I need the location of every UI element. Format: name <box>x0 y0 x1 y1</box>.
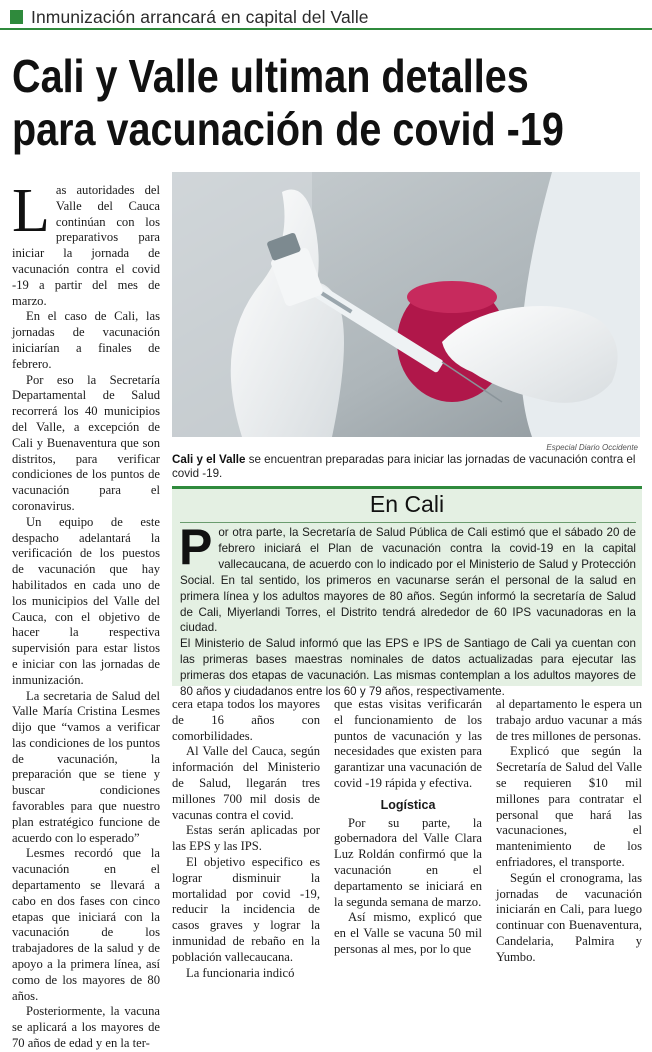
drop-cap: L <box>12 177 50 245</box>
box-title: En Cali <box>369 491 445 517</box>
box-paragraph: El Ministerio de Salud informó que las EPS e IPS de Santiago de Cali ya cuentan con las primeras bases maestras nominales de datos actualizadas para ejecutar las primeras dos etapas de vacunación. Las mismas contemplan a los adultos mayores de 80 años y ciudadanos entre los 60 y 79 años, respectivamente. <box>180 637 636 699</box>
kicker-text: Inmunización arrancará en capital del Valle <box>31 7 369 27</box>
kicker-square-icon <box>10 10 23 24</box>
headline-line-1: Cali y Valle ultiman detalles <box>12 50 529 102</box>
photo-caption <box>172 453 640 481</box>
article-column-1 <box>12 177 160 1052</box>
box-divider <box>180 522 636 523</box>
paragraph: Lesmes recordó que la vacunación en el departamento se llevará a cabo en dos fases con cinco etapas que iniciará con la vacunación de los trabajadores de la salud y de apoyo a la primera línea, así como de los mayores de 80 años. <box>12 846 160 1003</box>
paragraph: Así mismo, explicó que en el Valle se vacuna 50 mil personas al mes, por lo que <box>334 910 482 956</box>
caption-text: se encuentran preparadas para iniciar las jornadas de vacunación contra el covid -19. <box>172 453 636 480</box>
paragraph: cera etapa todos los mayores de 16 años con comorbilidades. <box>172 697 320 743</box>
paragraph: Al Valle del Cauca, según información del Ministerio de Salud, llegarán tres millones 700 mil dosis de vacunas contra el covid. <box>172 744 320 822</box>
article-column-3 <box>334 697 482 958</box>
kicker-bar <box>0 6 652 30</box>
paragraph: as autoridades del Valle del Cauca continúan con los preparativos para iniciar la jornada de vacunación contra el covid -19 a partir del mes de marzo. <box>12 183 160 308</box>
vaccine-photo <box>172 172 640 437</box>
paragraph: El objetivo especifico es lograr disminuir la mortalidad por covid -19, reducir la incidencia de casos graves y lograr la inmunidad de rebaño en la población vallecaucana. <box>172 854 320 964</box>
box-paragraph: or otra parte, la Secretaría de Salud Pública de Cali estimó que el sábado 20 de febrero iniciará el Plan de vacunación contra la covid-19 en la capital vallecaucana, de acuerdo con lo indicado por el Ministerio de Salud y Protección Social. En tal sentido, los primeros en vacunarse serán el personal de la salud en primera línea y los adultos mayores de 80 años. Según informó la secretaría de Salud de Cali, Miyerlandi Torres, el Distrito tendrá alrededor de 60 IPS vacunadoras en la ciudad. <box>180 526 636 635</box>
vaccine-syringe-illustration <box>172 172 640 437</box>
box-drop-cap: P <box>179 519 213 575</box>
box-body <box>179 519 636 700</box>
paragraph: Por su parte, la gobernadora del Valle Clara Luz Roldán confirmó que la vacunación en el departamento se iniciará en la segunda semana de marzo. <box>334 815 482 909</box>
paragraph: Según el cronograma, las jornadas de vacunación iniciarán en Cali, para luego continuar con Buenaventura, Candelaria, Palmira y Yumbo. <box>496 870 642 964</box>
paragraph: La secretaria de Salud del Valle María Cristina Lesmes dijo que “vamos a verificar las condiciones de los puntos de vacunación, la preparación que se tiene y buscar condiciones favorables para que nuestro plan estratégico funcione de acuerdo con lo esperado” <box>12 688 160 845</box>
article-column-4 <box>496 697 642 966</box>
paragraph: Posteriormente, la vacuna se aplicará a los mayores de 70 años de edad y en la ter- <box>12 1004 160 1051</box>
paragraph: que estas visitas verificarán el funcionamiento de los puntos de vacunación y las necesidades que existen para garantizar una vacunación de covid -19 rápida y efectiva. <box>334 697 482 790</box>
caption-bold: Cali y el Valle <box>172 453 246 466</box>
paragraph: En el caso de Cali, las jornadas de vacunación iniciarían a finales de febrero. <box>12 309 160 371</box>
headline-line-2: para vacunación de covid -19 <box>12 103 564 155</box>
headline <box>12 50 564 156</box>
paragraph: Un equipo de este despacho adelantará la verificación de los puestos de vacunación que hay habilitados en cada uno de los municipios del Valle del Cauca, con el objetivo de hacer la respectiva supervisión para estar listos e iniciar con las jornadas de inmunización. <box>12 514 160 687</box>
paragraph: al departamento le espera un trabajo arduo vacunar a más de tres millones de personas. <box>496 697 642 743</box>
article-column-2 <box>172 697 320 981</box>
photo-credit: Especial Diario Occidente <box>546 443 638 452</box>
paragraph: La funcionaria indicó <box>186 965 295 980</box>
paragraph: Explicó que según la Secretaría de Salud del Valle se requieren $10 mil millones para contratar el personal que hará las vacunaciones, el mantenimiento de los enfriadores, el transporte. <box>496 744 642 869</box>
paragraph: Estas serán aplicadas por las EPS y las IPS. <box>172 823 320 854</box>
paragraph: Por eso la Secretaría Departamental de Salud recorrerá los 40 municipios del Valle, a excepción de Cali y Buenaventura que son distritos, para verificar condiciones de los puntos de vacunación para el coronavirus. <box>12 372 160 513</box>
en-cali-box <box>172 486 642 699</box>
subhead-logistica: Logística <box>380 797 436 812</box>
